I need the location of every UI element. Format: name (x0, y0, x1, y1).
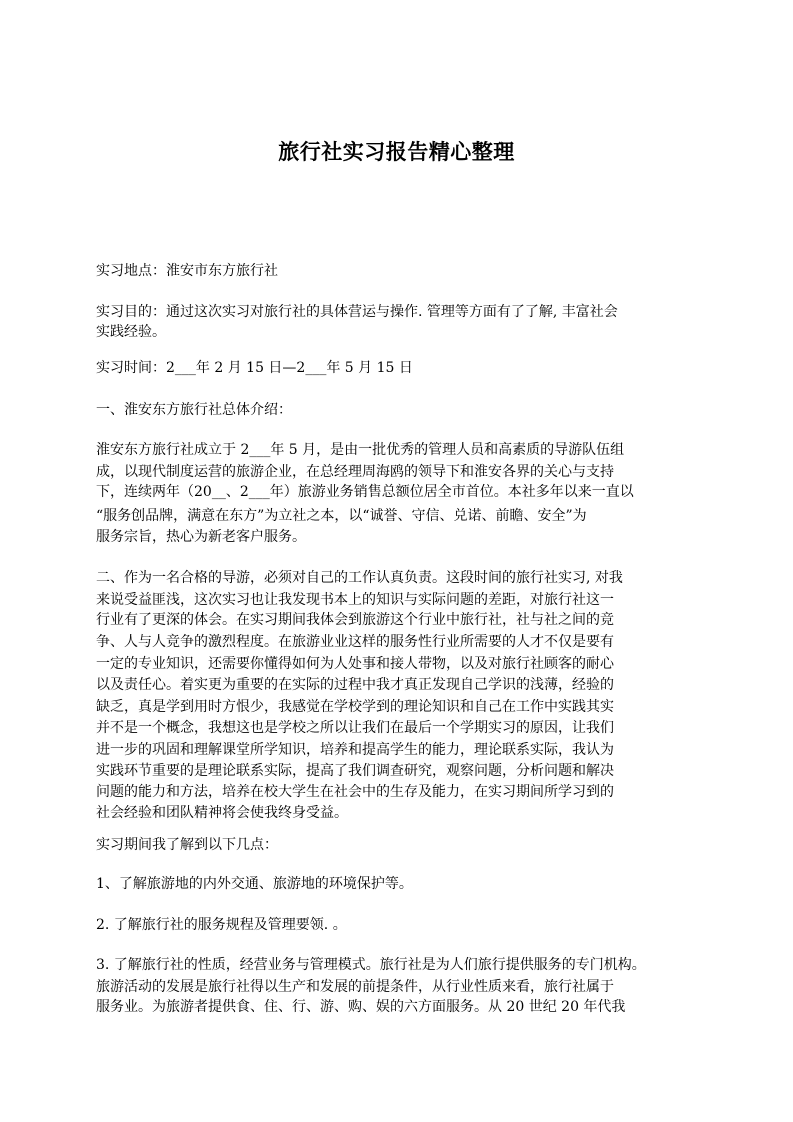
section-two-line: 以及责任心。着实更为重要的在实际的过程中我才真正发现自己学识的浅薄，经验的 (96, 677, 614, 693)
section-two-line: 二、作为一名合格的导游，必须对自己的工作认真负责。这段时间的旅行社实习, 对我 (96, 570, 623, 586)
section-one-heading: 一、淮安东方旅行社总体介绍： (96, 402, 292, 418)
internship-purpose-line: 实习目的：通过这次实习对旅行社的具体营运与操作. 管理等方面有了了解, 丰富社会 (96, 304, 618, 320)
agency-introduction-line: 成，以现代制度运营的旅游企业，在总经理周海鸥的领导下和淮安各界的关心与支持 (96, 464, 614, 480)
internship-time-line: 实习时间：2___年 2 月 15 日—2___年 5 月 15 日 (96, 360, 413, 376)
point-three-line: 3. 了解旅行社的性质，经营业务与管理模式。旅行社是为人们旅行提供服务的专门机构。 (96, 957, 646, 973)
internship-location-line: 实习地点：淮安市东方旅行社 (96, 263, 278, 279)
agency-introduction-line: 下，连续两年（20__、2___年）旅游业务销售总额位居全市首位。本社多年以来一直以 (96, 484, 634, 500)
section-two-line: 来说受益匪浅，这次实习也让我发现书本上的知识与实际问题的差距，对旅行社这一 (96, 592, 614, 608)
section-two-line: 问题的能力和方法，培养在校大学生在社会中的生存及能力，在实习期间所学习到的 (96, 784, 614, 800)
section-two-line: 一定的专业知识，还需要你懂得如何为人处事和接人带物，以及对旅行社顾客的耐心 (96, 656, 614, 672)
section-two-line: 社会经验和团队精神将会使我终身受益。 (96, 805, 348, 821)
section-two-line: 缺乏，真是学到用时方恨少，我感觉在学校学到的理论知识和自己在工作中实践其实 (96, 699, 614, 715)
agency-introduction-line: 服务宗旨，热心为新老客户服务。 (96, 529, 306, 545)
point-three-line: 旅游活动的发展是旅行社得以生产和发展的前提条件，从行业性质来看，旅行社属于 (96, 979, 614, 995)
section-two-line: 实践环节重要的是理论联系实际，提高了我们调查研究，观察问题，分析问题和解决 (96, 763, 614, 779)
section-two-line: 争、人与人竞争的激烈程度。在旅游业业这样的服务性行业所需要的人才不仅是要有 (96, 634, 614, 650)
agency-introduction-line: “服务创品牌，满意在东方”为立社之本，以“诚誉、守信、兑诺、前瞻、安全”为 (96, 508, 587, 524)
learned-points-intro: 实习期间我了解到以下几点： (96, 837, 278, 853)
section-two-line: 行业有了更深的体会。在实习期间我体会到旅游这个行业中旅行社，社与社之间的竞 (96, 612, 614, 628)
document-title: 旅行社实习报告精心整理 (278, 140, 515, 164)
point-one-line: 1、了解旅游地的内外交通、旅游地的环境保护等。 (96, 876, 413, 892)
internship-purpose-line: 实践经验。 (96, 324, 166, 340)
section-two-line: 并不是一个概念，我想这也是学校之所以让我们在最后一个学期实习的原因，让我们 (96, 720, 614, 736)
point-three-line: 服务业。为旅游者提供食、住、行、游、购、娱的六方面服务。从 20 世纪 20 年代我 (96, 999, 626, 1015)
agency-introduction-line: 淮安东方旅行社成立于 2___年 5 月，是由一批优秀的管理人员和高素质的导游队伍组 (96, 442, 625, 458)
point-two-line: 2. 了解旅行社的服务规程及管理要领. 。 (96, 917, 347, 933)
section-two-line: 进一步的巩固和理解课堂所学知识，培养和提高学生的能力，理论联系实际，我认为 (96, 742, 614, 758)
